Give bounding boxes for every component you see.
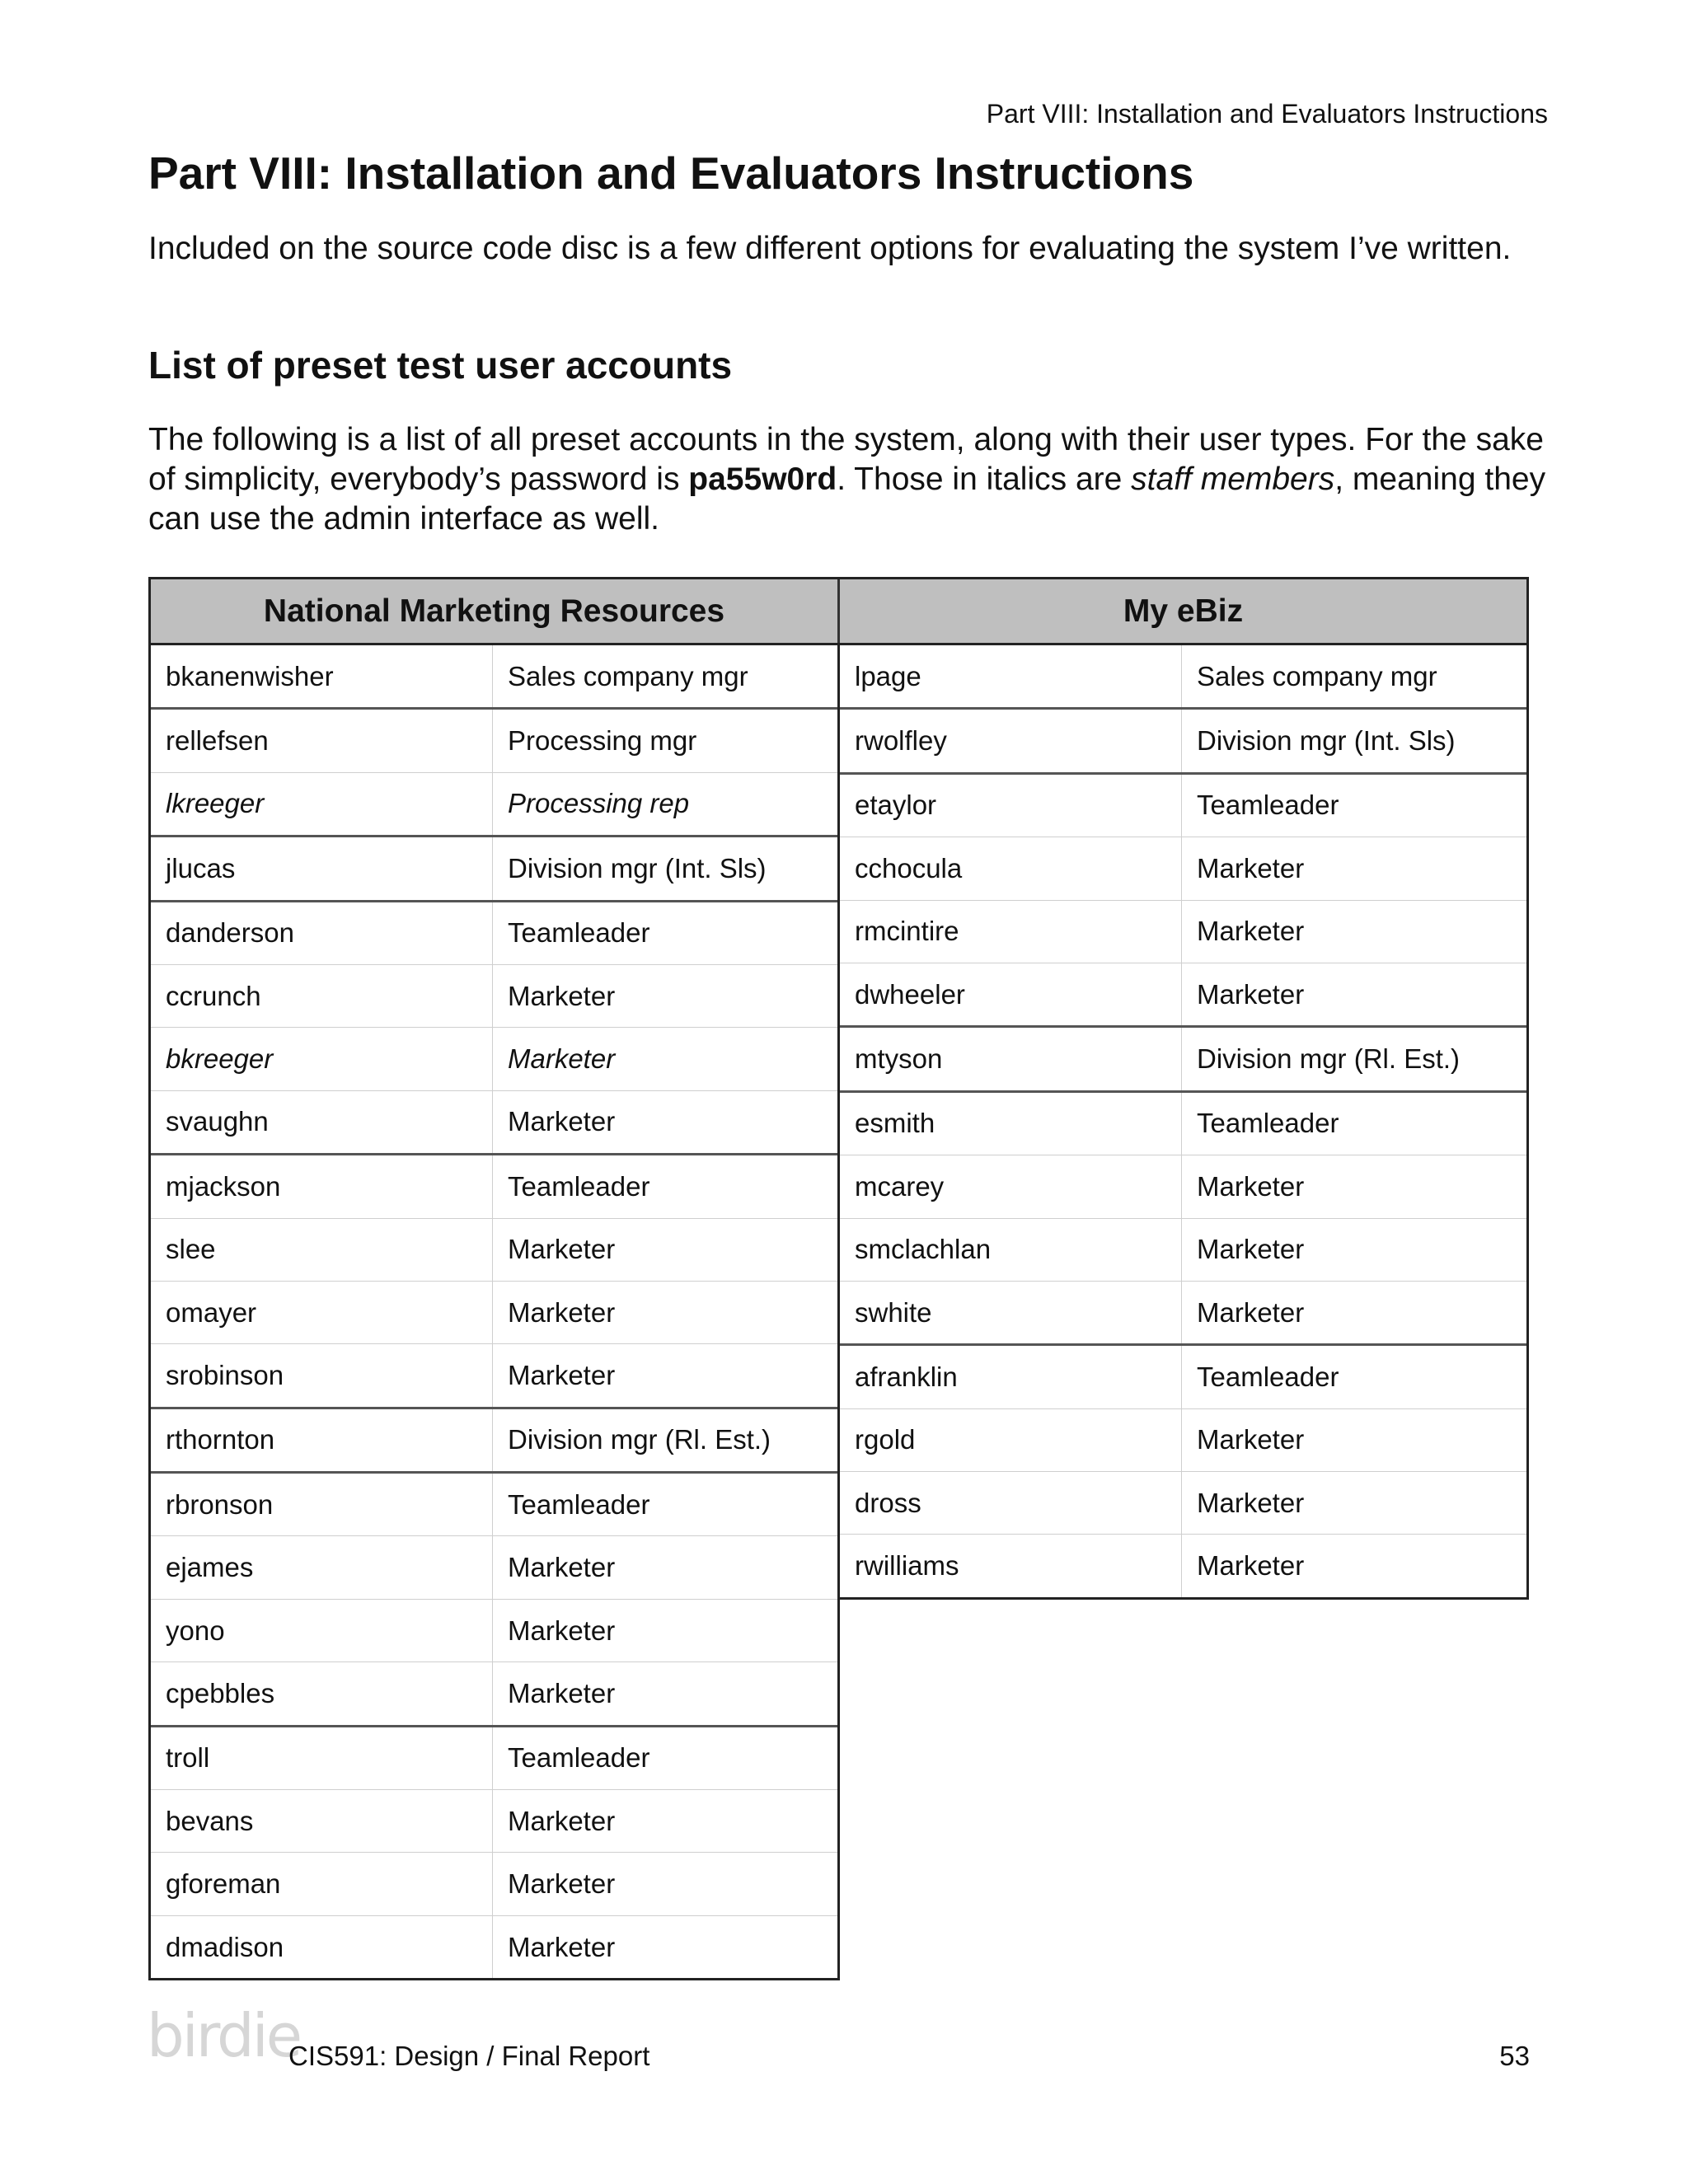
user-type-cell: Marketer [1197,1550,1305,1582]
user-type-cell: Marketer [508,1106,616,1137]
username-cell: gforeman [151,1853,493,1915]
user-type-cell: Division mgr (Rl. Est.) [508,1424,771,1455]
accounts-description [148,420,1550,539]
table-row [151,964,837,1027]
user-type-cell: Marketer [508,1931,616,1962]
user-type-cell: Marketer [508,1615,616,1646]
table-row [840,645,1526,707]
user-type-cell: Marketer [508,1043,616,1075]
user-type-cell: Division mgr (Int. Sls) [508,852,767,883]
user-type-cell: Sales company mgr [508,660,748,691]
table-row [151,1915,837,1978]
user-type-cell: Marketer [1197,916,1305,947]
username-cell: svaughn [151,1091,493,1153]
user-type-cell: Teamleader [1197,790,1339,821]
table-row [840,772,1526,837]
table-header-row [148,577,1529,645]
user-type-cell: Marketer [1197,1487,1305,1518]
username-cell: danderson [151,902,493,964]
accounts-table [148,577,1529,1980]
page-title: Part VIII: Installation and Evaluators Instructions [148,148,1194,199]
user-type-cell: Processing rep [508,788,690,819]
table-row [840,963,1526,1025]
table-row [840,1218,1526,1281]
user-type-cell: Marketer [1197,1296,1305,1328]
table-row [151,1281,837,1343]
username-cell: lpage [840,645,1182,707]
table-row [840,1155,1526,1217]
table-row [151,835,837,899]
table-row [840,1090,1526,1155]
intro-paragraph: Included on the source code disc is a few different options for evaluating the system I’ve written. [148,231,1512,266]
page-number: 53 [1499,2041,1530,2071]
table-row [840,1471,1526,1534]
user-type-cell: Teamleader [508,1170,650,1202]
username-cell: srobinson [151,1344,493,1406]
username-cell: etaylor [840,775,1182,837]
table-row [840,837,1526,899]
user-type-cell: Division mgr (Rl. Est.) [1197,1043,1461,1075]
running-header: Part VIII: Installation and Evaluators Instructions [986,99,1548,129]
section-title: List of preset test user accounts [148,344,733,387]
username-cell: smclachlan [840,1219,1182,1281]
username-cell: mcarey [840,1155,1182,1217]
username-cell: ejames [151,1536,493,1598]
user-type-cell: Teamleader [1197,1361,1339,1392]
username-cell: bevans [151,1790,493,1852]
user-type-cell: Marketer [508,1359,616,1390]
username-cell: jlucas [151,837,493,899]
table-row [840,707,1526,771]
table-row [840,900,1526,963]
username-cell: ccrunch [151,965,493,1027]
username-cell: rthornton [151,1409,493,1471]
username-cell: lkreeger [151,773,493,835]
table-row [840,1534,1526,1596]
table-row [151,1789,837,1852]
footer-text: CIS591: Design / Final Report [288,2041,650,2071]
username-cell: dwheeler [840,963,1182,1025]
user-type-cell: Teamleader [1197,1108,1339,1139]
table-row [151,1407,837,1471]
username-cell: rbronson [151,1474,493,1535]
staff-members-label: staff members [1131,462,1335,497]
username-cell: yono [151,1600,493,1661]
user-type-cell: Teamleader [508,1742,650,1774]
birdie-logo: birdie [147,2001,301,2070]
table-row [151,1661,837,1724]
username-cell: rmcintire [840,901,1182,963]
user-type-cell: Marketer [508,1296,616,1328]
description-text-2: . Those in italics are [837,462,1132,497]
username-cell: cpebbles [151,1662,493,1724]
username-cell: rwolfley [840,710,1182,771]
table-row [151,772,837,835]
table-row [151,1471,837,1535]
user-type-cell: Processing mgr [508,725,697,757]
user-type-cell: Sales company mgr [1197,660,1437,691]
username-cell: mtyson [840,1028,1182,1090]
description-text-1: The following is a list of all preset accounts in the system, along with their user types. For the sake of simplicity, everybody’s password is [148,422,1544,497]
table-row [151,900,837,964]
user-type-cell: Marketer [1197,978,1305,1010]
table-row [151,1218,837,1281]
user-type-cell: Teamleader [508,917,650,949]
nmr-accounts-column [148,645,840,1980]
table-row [840,1343,1526,1408]
username-cell: slee [151,1219,493,1281]
table-row [151,1343,837,1406]
table-row [151,707,837,771]
table-row [151,1027,837,1090]
table-row [151,645,837,707]
user-type-cell: Marketer [508,1677,616,1708]
username-cell: cchocula [840,837,1182,899]
username-cell: swhite [840,1282,1182,1343]
user-type-cell: Marketer [508,1234,616,1265]
table-row [151,1535,837,1598]
password-value: pa55w0rd [688,462,837,497]
username-cell: rwilliams [840,1535,1182,1596]
user-type-cell: Marketer [508,1868,616,1900]
user-type-cell: Marketer [508,980,616,1011]
table-row [151,1090,837,1153]
user-type-cell: Marketer [508,1805,616,1836]
username-cell: afranklin [840,1346,1182,1408]
username-cell: bkanenwisher [151,645,493,707]
mybiz-accounts-column [840,645,1529,1600]
username-cell: dmadison [151,1916,493,1978]
username-cell: troll [151,1727,493,1789]
username-cell: esmith [840,1093,1182,1155]
header-national-marketing-resources: National Marketing Resources [263,593,725,629]
table-columns [148,645,1529,1980]
username-cell: rellefsen [151,710,493,771]
username-cell: dross [840,1472,1182,1534]
user-type-cell: Marketer [1197,1234,1305,1265]
table-row [151,1725,837,1789]
username-cell: rgold [840,1409,1182,1471]
table-row [151,1852,837,1915]
user-type-cell: Marketer [1197,1170,1305,1202]
username-cell: omayer [151,1282,493,1343]
header-my-ebiz: My eBiz [837,579,1526,643]
table-row [840,1025,1526,1090]
table-row [151,1599,837,1661]
username-cell: bkreeger [151,1028,493,1090]
user-type-cell: Marketer [508,1552,616,1583]
table-row [840,1408,1526,1471]
user-type-cell: Marketer [1197,1424,1305,1455]
user-type-cell: Teamleader [508,1488,650,1520]
table-row [840,1281,1526,1343]
description-text-3: , meaning they can use the admin interface as well. [148,462,1546,537]
username-cell: mjackson [151,1155,493,1217]
table-row [151,1153,837,1217]
user-type-cell: Division mgr (Int. Sls) [1197,725,1456,757]
user-type-cell: Marketer [1197,852,1305,883]
